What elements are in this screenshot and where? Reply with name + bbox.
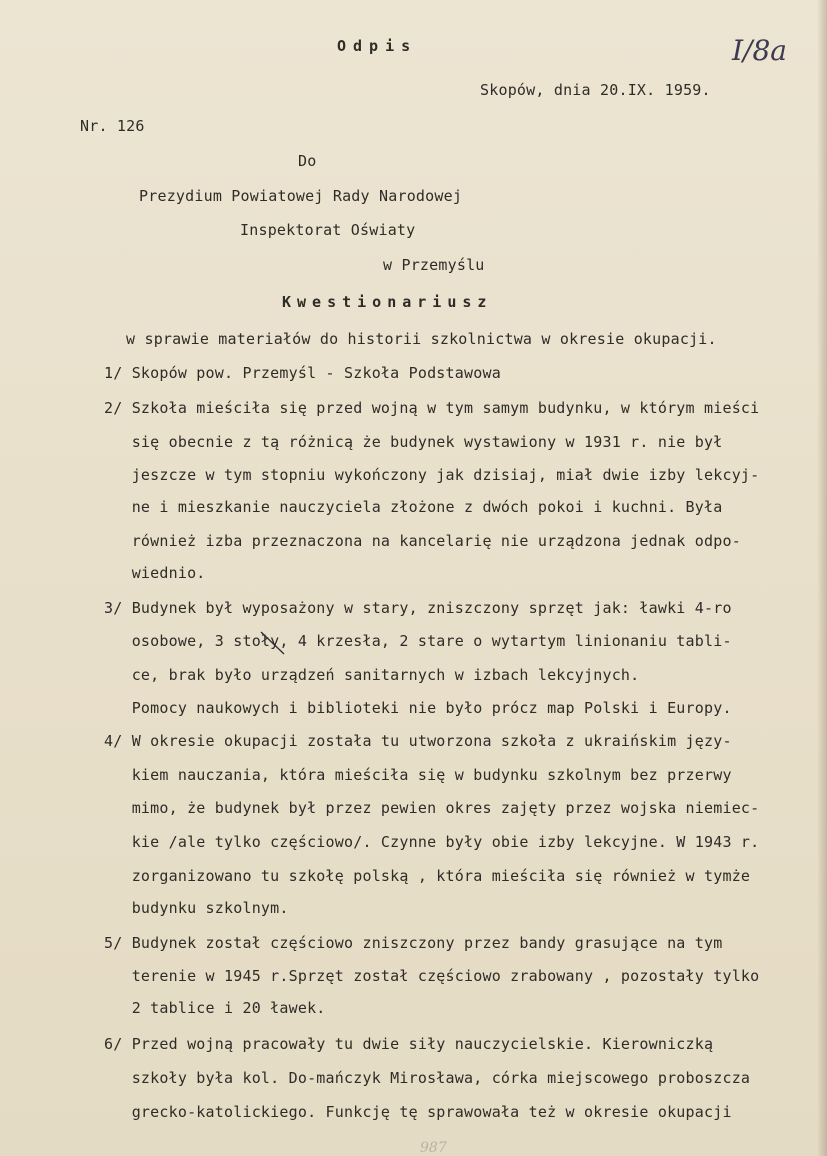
body-line: zorganizowano tu szkołę polską , która mieściła się również w tymże [104,867,751,885]
body-line: kie /ale tylko częściowo/. Czynne były obie izby lekcyjne. W 1943 r. [104,833,760,851]
body-line: 2/ Szkoła mieściła się przed wojną w tym samym budynku, w którym mieści [104,399,760,417]
place-date: Skopów, dnia 20.IX. 1959. [480,81,711,99]
body-line: ne i mieszkanie nauczyciela złożone z dwóch pokoi i kuchni. Była [104,498,723,516]
body-line: 4/ W okresie okupacji została tu utworzona szkoła z ukraińskim języ- [104,732,732,750]
addressee-line-1: Prezydium Powiatowej Rady Narodowej [139,187,463,205]
body-line: 2 tablice i 20 ławek. [104,999,326,1017]
addressee-line-3: w Przemyślu [383,256,485,274]
body-line: 6/ Przed wojną pracowały tu dwie siły nauczycielskie. Kierowniczką [104,1035,714,1053]
body-line: Pomocy naukowych i biblioteki nie było prócz map Polski i Europy. [104,699,732,717]
body-line: 3/ Budynek był wyposażony w stary, zniszczony sprzęt jak: ławki 4-ro [104,599,732,617]
page-edge-shadow [817,0,827,1156]
body-line: szkoły była kol. Do-mańczyk Mirosława, córka miejscowego proboszcza [104,1069,751,1087]
archive-mark: I/8a [732,34,788,67]
body-line: ce, brak było urządzeń sanitarnych w izbach lekcyjnych. [104,666,640,684]
addressee-line-2: Inspektorat Oświaty [240,221,416,239]
body-line: wiednio. [104,564,206,582]
body-line: budynku szkolnym. [104,899,289,917]
document-title: Odpis [337,37,418,55]
body-line: kiem nauczania, która mieściła się w budynku szkolnym bez przerwy [104,766,732,784]
questionnaire-subject: w sprawie materiałów do historii szkolnictwa w okresie okupacji. [126,330,717,348]
body-line: osobowe, 3 stoły, 4 krzesła, 2 stare o wytartym linionaniu tabli- [104,632,732,650]
pen-stroke-mark [258,628,288,658]
page-number: 987 [420,1140,447,1156]
body-line: 1/ Skopów pow. Przemyśl - Szkoła Podstawowa [104,364,501,382]
body-line: 5/ Budynek został częściowo zniszczony przez bandy grasujące na tym [104,934,723,952]
questionnaire-heading: Kwestionariusz [282,293,493,311]
body-line: jeszcze w tym stopniu wykończony jak dzisiaj, miał dwie izby lekcyj- [104,466,760,484]
body-line: grecko-katolickiego. Funkcję tę sprawowała też w okresie okupacji [104,1103,732,1121]
body-line: mimo, że budynek był przez pewien okres zajęty przez wojska niemiec- [104,799,760,817]
body-line: się obecnie z tą różnicą że budynek wystawiony w 1931 r. nie był [104,433,723,451]
body-line: terenie w 1945 r.Sprzęt został częściowo zrabowany , pozostały tylko [104,967,760,985]
document-number: Nr. 126 [80,117,145,135]
body-line: również izba przeznaczona na kancelarię nie urządzona jednak odpo- [104,532,741,550]
addressee-to: Do [298,152,317,170]
